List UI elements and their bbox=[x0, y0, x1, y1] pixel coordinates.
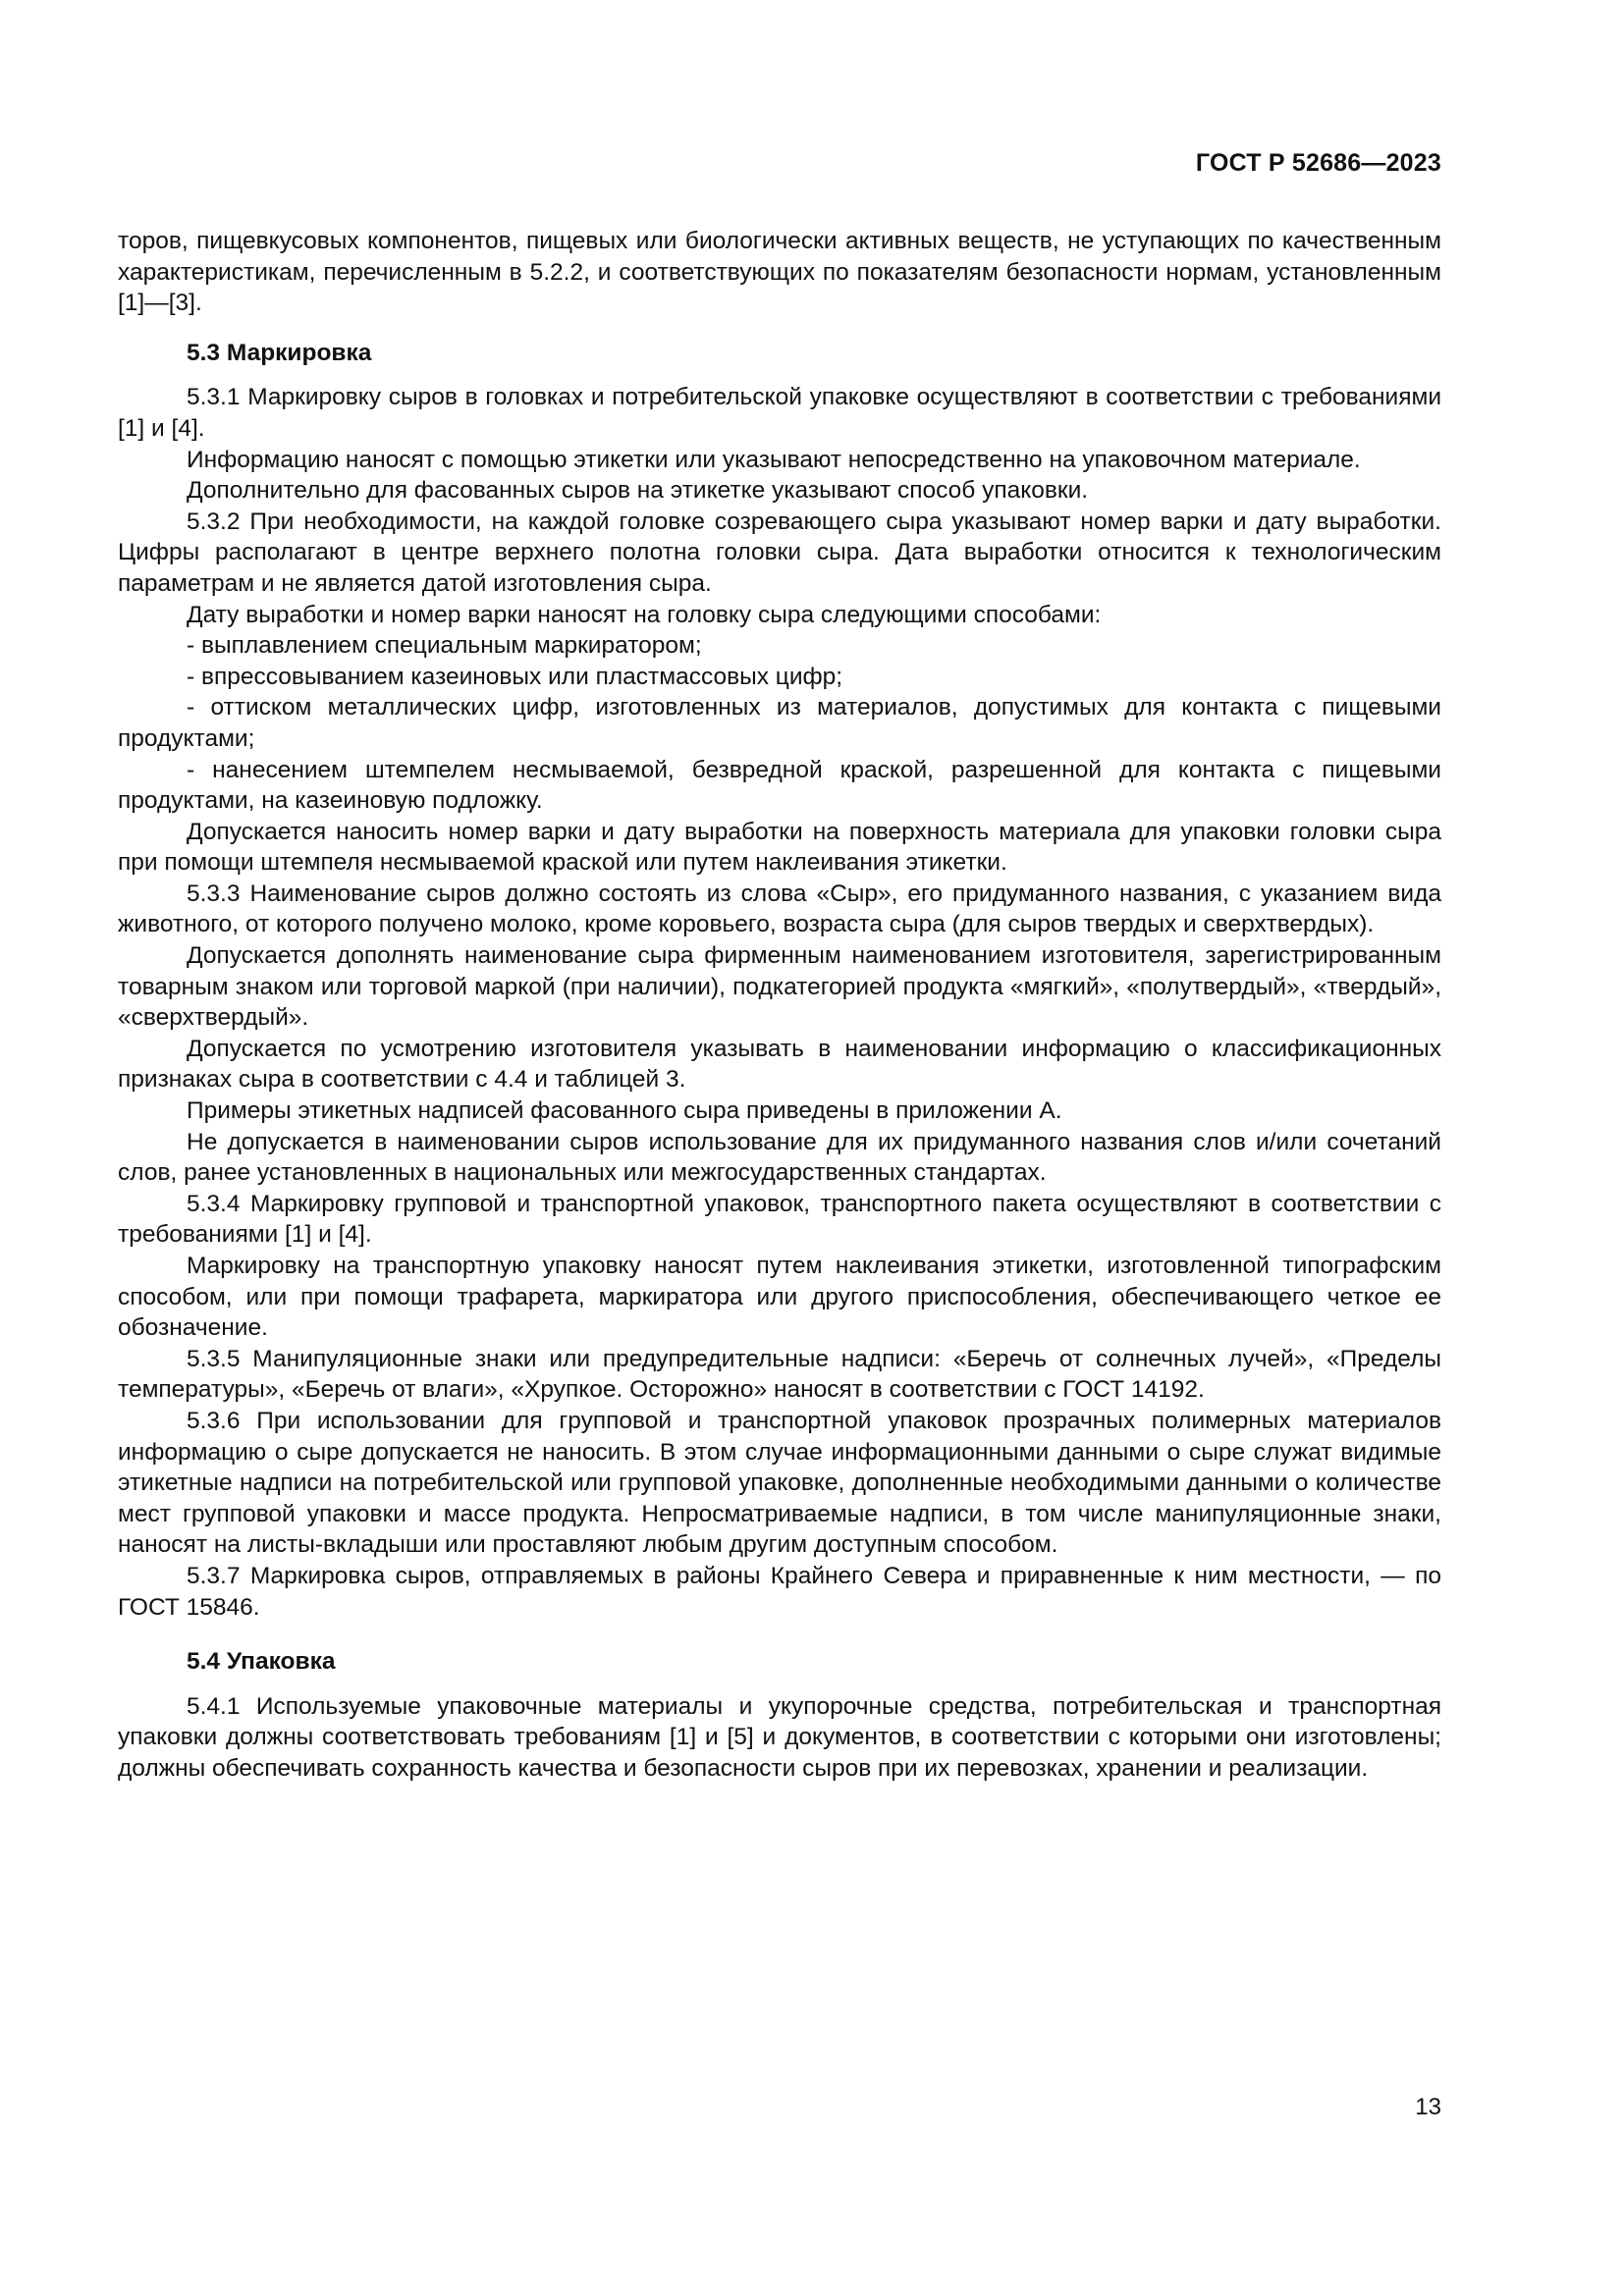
document-body bbox=[118, 226, 1441, 1785]
list-item: - оттиском металлических цифр, изготовленных из материалов, допустимых для контакта с пищевыми продуктами; bbox=[118, 694, 1441, 752]
paragraph: Маркировку на транспортную упаковку наносят путем наклеивания этикетки, изготовленной типографским способом, или при помощи трафарета, маркиратора или другого приспособления, обеспечивающего четкое ее обозначение. bbox=[118, 1253, 1441, 1342]
paragraph: Дату выработки и номер варки наносят на головку сыра следующими способами: bbox=[187, 601, 1102, 628]
section-title-5-3: 5.3 Маркировка bbox=[187, 339, 372, 366]
document-code-header: ГОСТ Р 52686—2023 bbox=[1195, 149, 1441, 177]
paragraph: 5.3.6 При использовании для групповой и транспортной упаковок прозрачных полимерных материалов информацию о сыре допускается не наносить. В этом случае информационными данными о сыре служат видимые этикетные надписи на потребительской или групповой упаковке, дополненные необходимыми данными о количестве мест групповой упаковки и массе продукта. Непросматриваемые надписи, в том числе манипуляционные знаки, наносят на листы-вкладыши или проставляют любым другим доступным способом. bbox=[118, 1407, 1441, 1559]
paragraph: Дополнительно для фасованных сыров на этикетке указывают способ упаковки. bbox=[187, 477, 1089, 505]
section-5-4-body bbox=[118, 1691, 1441, 1785]
paragraph: 5.3.3 Наименование сыров должно состоять из слова «Сыр», его придуманного названия, с указанием вида животного, от которого получено молоко, кроме коровьего, возраста сыра (для сыров твердых и сверхтвердых). bbox=[118, 880, 1441, 938]
paragraph: Не допускается в наименовании сыров использование для их придуманного названия слов и/или сочетаний слов, ранее установленных в национальных или межгосударственных стандартах. bbox=[118, 1128, 1441, 1187]
paragraph: Информацию наносят с помощью этикетки или указывают непосредственно на упаковочном материале. bbox=[187, 446, 1361, 473]
paragraph: Допускается дополнять наименование сыра фирменным наименованием изготовителя, зарегистрированным товарным знаком или торговой маркой (при наличии), подкатегорией продукта «мягкий», «полутвердый», «твердый», «сверхтвердый». bbox=[118, 942, 1441, 1032]
paragraph: Допускается наносить номер варки и дату выработки на поверхность материала для упаковки головки сыра при помощи штемпеля несмываемой краской или путем наклеивания этикетки. bbox=[118, 818, 1441, 877]
section-5-3-body bbox=[118, 382, 1441, 1623]
paragraph: 5.4.1 Используемые упаковочные материалы и укупорочные средства, потребительская и транспортная упаковки должны соответствовать требованиям [1] и [5] и документов, в соответствии с которыми они изготовлены; должны обеспечивать сохранность качества и безопасности сыров при их перевозках, хранении и реализации. bbox=[118, 1692, 1441, 1782]
paragraph: Допускается по усмотрению изготовителя указывать в наименовании информацию о классификационных признаках сыра в соответствии с 4.4 и таблицей 3. bbox=[118, 1035, 1441, 1094]
list-item: - впрессовыванием казеиновых или пластмассовых цифр; bbox=[187, 663, 843, 690]
list-item: - нанесением штемпелем несмываемой, безвредной краской, разрешенной для контакта с пищевыми продуктами, на казеиновую подложку. bbox=[118, 756, 1441, 815]
intro-paragraph: торов, пищевкусовых компонентов, пищевых или биологически активных веществ, не уступающих по качественным характеристикам, перечисленным в 5.2.2, и соответствующих по показателям безопасности нормам, установленным [1]—[3]. bbox=[118, 228, 1441, 317]
paragraph: 5.3.1 Маркировку сыров в головках и потребительской упаковке осуществляют в соответствии с требованиями [1] и [4]. bbox=[118, 384, 1441, 442]
paragraph: Примеры этикетных надписей фасованного сыра приведены в приложении А. bbox=[187, 1097, 1062, 1125]
paragraph: 5.3.2 При необходимости, на каждой головке созревающего сыра указывают номер варки и дату выработки. Цифры располагают в центре верхнего полотна головки сыра. Дата выработки относится к технологическим параметрам и не является датой изготовления сыра. bbox=[118, 507, 1441, 597]
list-item: - выплавлением специальным маркиратором; bbox=[187, 632, 702, 660]
section-title-5-4: 5.4 Упаковка bbox=[187, 1648, 336, 1676]
page-number: 13 bbox=[1415, 2094, 1441, 2120]
paragraph: 5.3.4 Маркировку групповой и транспортной упаковок, транспортного пакета осуществляют в соответствии с требованиями [1] и [4]. bbox=[118, 1190, 1441, 1249]
paragraph: 5.3.5 Манипуляционные знаки или предупредительные надписи: «Беречь от солнечных лучей», «Пределы температуры», «Беречь от влаги», «Хрупкое. Осторожно» наносят в соответствии с ГОСТ 14192. bbox=[118, 1345, 1441, 1404]
paragraph: 5.3.7 Маркировка сыров, отправляемых в районы Крайнего Севера и приравненные к ним местности, — по ГОСТ 15846. bbox=[118, 1562, 1441, 1621]
